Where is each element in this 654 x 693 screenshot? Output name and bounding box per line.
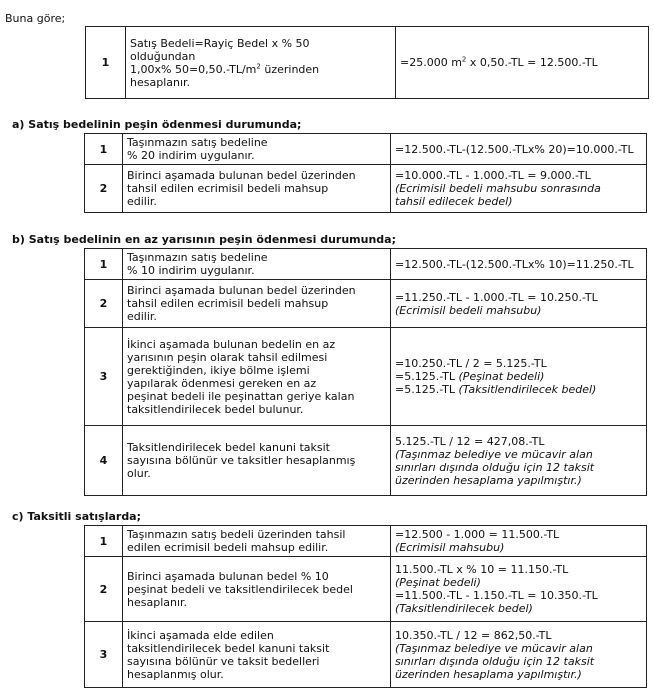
row-number: 2 [85,165,123,213]
row-description: Taksitlendirilecek bedel kanuni taksit sayısına bölünür ve taksitler hesaplanmış olur. [123,426,391,496]
section-a-table [84,133,647,213]
row-calculation: 5.125.-TL / 12 = 427,08.-TL (Taşınmaz belediye ve mücavir alan sınırları dışında olduğu için 12 taksit üzerinden hesaplama yapılmıştır.) [391,426,647,496]
row-calculation: =10.000.-TL - 1.000.-TL = 9.000.-TL (Ecrimisil bedeli mahsubu sonrasında tahsil edilecek bedel) [391,165,647,213]
table-row [85,557,647,622]
row-number: 1 [85,526,123,557]
intro-text: Buna göre; [5,12,66,25]
row-description: Taşınmazın satış bedeline % 10 indirim uygulanır. [123,249,391,280]
row-number: 2 [85,557,123,622]
row-description: İkinci aşamada elde edilen taksitlendirilecek bedel kanuni taksit sayısına bölünür ve taksit bedelleri hesaplanmış olur. [123,622,391,688]
table-row [85,526,647,557]
row-number: 2 [85,280,123,328]
row-calculation: =25.000 $m^2$ x 0,50.-TL = 12.500.-TL [396,27,649,99]
row-calculation: =10.250.-TL / 2 = 5.125.-TL =5.125.-TL (Peşinat bedeli) =5.125.-TL (Taksitlendirilecek bedel) [391,328,647,426]
section-c-table [84,525,647,688]
row-number: 3 [85,622,123,688]
section-a-heading: a) Satış bedelinin peşin ödenmesi durumunda; [12,118,302,131]
table-row [85,280,647,328]
row-calculation: 10.350.-TL / 12 = 862,50.-TL (Taşınmaz belediye ve mücavir alan sınırları dışında olduğu için 12 taksit üzerinden hesaplama yapılmıştır.) [391,622,647,688]
row-description: Birinci aşamada bulunan bedel % 10 peşinat bedeli ve taksitlendirilecek bedel hesaplanır. [123,557,391,622]
row-calculation: =11.250.-TL - 1.000.-TL = 10.250.-TL (Ecrimisil bedeli mahsubu) [391,280,647,328]
table-row [85,165,647,213]
row-description: Satış Bedeli=Rayiç Bedel x % 50 olduğundan 1,00x% $50=0,50.-TL/m^2$ üzerinden hesaplanır. [126,27,396,99]
row-number: 3 [85,328,123,426]
row-number: 4 [85,426,123,496]
row-description: Taşınmazın satış bedeline % 20 indirim uygulanır. [123,134,391,165]
row-description: Birinci aşamada bulunan bedel üzerinden tahsil edilen ecrimisil bedeli mahsup edilir. [123,280,391,328]
table-row [85,328,647,426]
row-calculation: =12.500.-TL-(12.500.-TLx% 10)=11.250.-TL [391,249,647,280]
top-table [85,26,649,99]
row-description: İkinci aşamada bulunan bedelin en az yarısının peşin olarak tahsil edilmesi gerektiğinden, ikiye bölme işlemi yapılarak ödenmesi gereken en az peşinat bedeli ile peşinattan geriye kalan taksitlendirilecek bedel bulunur. [123,328,391,426]
table-row [85,249,647,280]
row-number: 1 [85,134,123,165]
section-c-heading: c) Taksitli satışlarda; [12,510,142,523]
row-number: 1 [86,27,126,99]
table-row [85,426,647,496]
row-calculation: 11.500.-TL x % 10 = 11.150.-TL (Peşinat bedeli) =11.500.-TL - 1.150.-TL = 10.350.-TL (Taksitlendirilecek bedel) [391,557,647,622]
table-row [85,134,647,165]
row-calculation: =12.500.-TL-(12.500.-TLx% 20)=10.000.-TL [391,134,647,165]
row-calculation: =12.500 - 1.000 = 11.500.-TL (Ecrimisil mahsubu) [391,526,647,557]
table-row [85,622,647,688]
row-description: Taşınmazın satış bedeli üzerinden tahsil edilen ecrimisil bedeli mahsup edilir. [123,526,391,557]
section-b-table [84,248,647,496]
row-description: Birinci aşamada bulunan bedel üzerinden tahsil edilen ecrimisil bedeli mahsup edilir. [123,165,391,213]
section-b-heading: b) Satış bedelinin en az yarısının peşin ödenmesi durumunda; [12,233,396,246]
row-number: 1 [85,249,123,280]
